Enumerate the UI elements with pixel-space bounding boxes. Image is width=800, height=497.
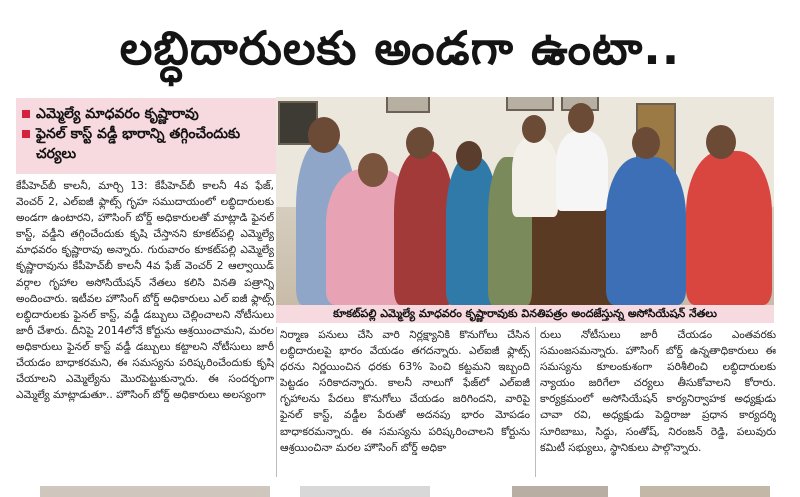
subhead-item [22, 124, 270, 164]
column-2-text: నిర్మాణ పనులు చేసి వారి నిర్లక్ష్యానికి కొనుగోలు చేసిన లబ్ధిదారులపై భారం వేయడం తగదన్నారు. ఎల్‌ఐజీ ఫ్లాట్స్ ధరను నిర్ణయించిన ధరకు 63% పెంచి కట్టమని ఇబ్బంది పెట్టడం సరికాదన్నారు. కాలనీ నాలుగో ఫేజ్‌లో ఎల్‌ఐజీ గృహాలను పేదలు కొనుగోలు చేయడం జరిగిందని, వారిపై ఫైనల్ కాస్ట్, వడ్డీల పేరుతో అదనపు భారం మోపడం బాధాకరమన్నారు. ఈ సమస్యను పరిష్కరించాలని కోర్టును ఆశ్రయించినా మరల హౌసింగ్ బోర్డ్ అధికా [280, 329, 530, 454]
adjacent-article-photo [300, 486, 430, 497]
subhead-text: ఎమ్మెల్యే మాధవరం కృష్ణారావు [36, 106, 199, 122]
article-column-1 [16, 178, 274, 488]
square-bullet-icon [22, 130, 30, 138]
headline-text: లబ్ధిదారులకు అండగా ఉంటా.. [119, 21, 681, 75]
column-divider [276, 327, 277, 477]
adjacent-article-photo [512, 486, 608, 497]
column-1-text: కేపీహెచ్‌బీ కాలనీ, మార్చి 13: కేపీహెచ్‌బీ కాలనీ 4వ ఫేజ్, వెంచర్ 2, ఎల్‌ఐజీ ఫ్లాట్స్ గృహ సముదాయంలో లబ్ధిదారులకు అండగా ఉంటారని, హౌసింగ్ బోర్డ్ అధికారులతో మాట్లాడి ఫైనల్ కాస్ట్, వడ్డీని తగ్గించేందుకు కృషి చేస్తానని కూకట్‌పల్లి ఎమ్మెల్యే మాధవరం కృష్ణారావు అన్నారు. గురువారం కూకట్‌పల్లి ఎమ్మెల్యే కృష్ణారావును కేపీహెచ్‌బీ కాలనీ 4వ ఫేజ్ వెంచర్ 2 ఆల్వాయిడ్ వర్గాల గృహాల అసోసియేషన్ నేతలు కలిసి వినతి పత్రాన్ని అందించారు. ఇటీవల హౌసింగ్ బోర్డ్ అధికారులు ఎల్ ఐజీ ఫ్లాట్స్ లబ్ధిదారులకు ఫైనల్ కాస్ట్, వడ్డీ డబ్బులు చెల్లించాలని నోటీసులు జారీ చేశారు. దీనిపై 2014లోనే కోర్టును ఆశ్రయించామని, మరల అధికారులు ఫైనల్ కాస్ట్ వడ్డీ డబ్బులు కట్టాలని నోటీసులు జారీ చేయడం బాధాకరమని, ఈ సమస్యను పరిష్కరించేందుకు కృషి చేయాలని ఎమ్మెల్యేను మొరపెట్టుకున్నారు. ఈ సందర్భంగా ఎమ్మెల్యే మాట్లాడుతూ.. హౌసింగ్ బోర్డ్ అధికారులు అలస్యంగా [16, 180, 274, 402]
news-photo [276, 97, 774, 305]
adjacent-article-photo [640, 486, 770, 497]
subheads-panel [16, 98, 278, 174]
subhead-text: ఫైనల్ కాస్ట్ వడ్డీ భారాన్ని తగ్గించేందుకు చర్యలు [36, 126, 241, 162]
subhead-item [22, 104, 270, 124]
photo-caption: కూకట్‌పల్లి ఎమ్మెల్యే మాధవరం కృష్ణారావుకు వినతిపత్రం అందజేస్తున్న అసోసియేషన్ నేతలు [276, 305, 774, 323]
article-column-3 [540, 327, 776, 477]
headline [0, 0, 800, 96]
column-divider [535, 327, 536, 477]
square-bullet-icon [22, 110, 30, 118]
article-column-2 [280, 327, 530, 477]
column-3-text: రులు నోటీసులు జారీ చేయడం ఎంతవరకు సమంజసమన్నారు. హౌసింగ్ బోర్డ్ ఉన్నతాధికారులు ఈ సమస్యను కూలంకుశంగా పరిశీలించి లబ్ధిదారులకు న్యాయం జరిగేలా చర్యలు తీసుకోవాలని కోరారు. కార్యక్రమంలో అసోసియేషన్ కార్యనిర్వాహక అధ్యక్షుడు చావా రవి, అధ్యక్షుడు పెద్దిరాజు ప్రధాన కార్యదర్శి సూరిబాబు, సిద్ధు, సంతోష్, నిరంజన్ రెడ్డి, పలువురు కమిటీ సభ్యులు, స్థానికులు పాల్గొన్నారు. [540, 329, 776, 454]
adjacent-article-photo [40, 486, 270, 497]
